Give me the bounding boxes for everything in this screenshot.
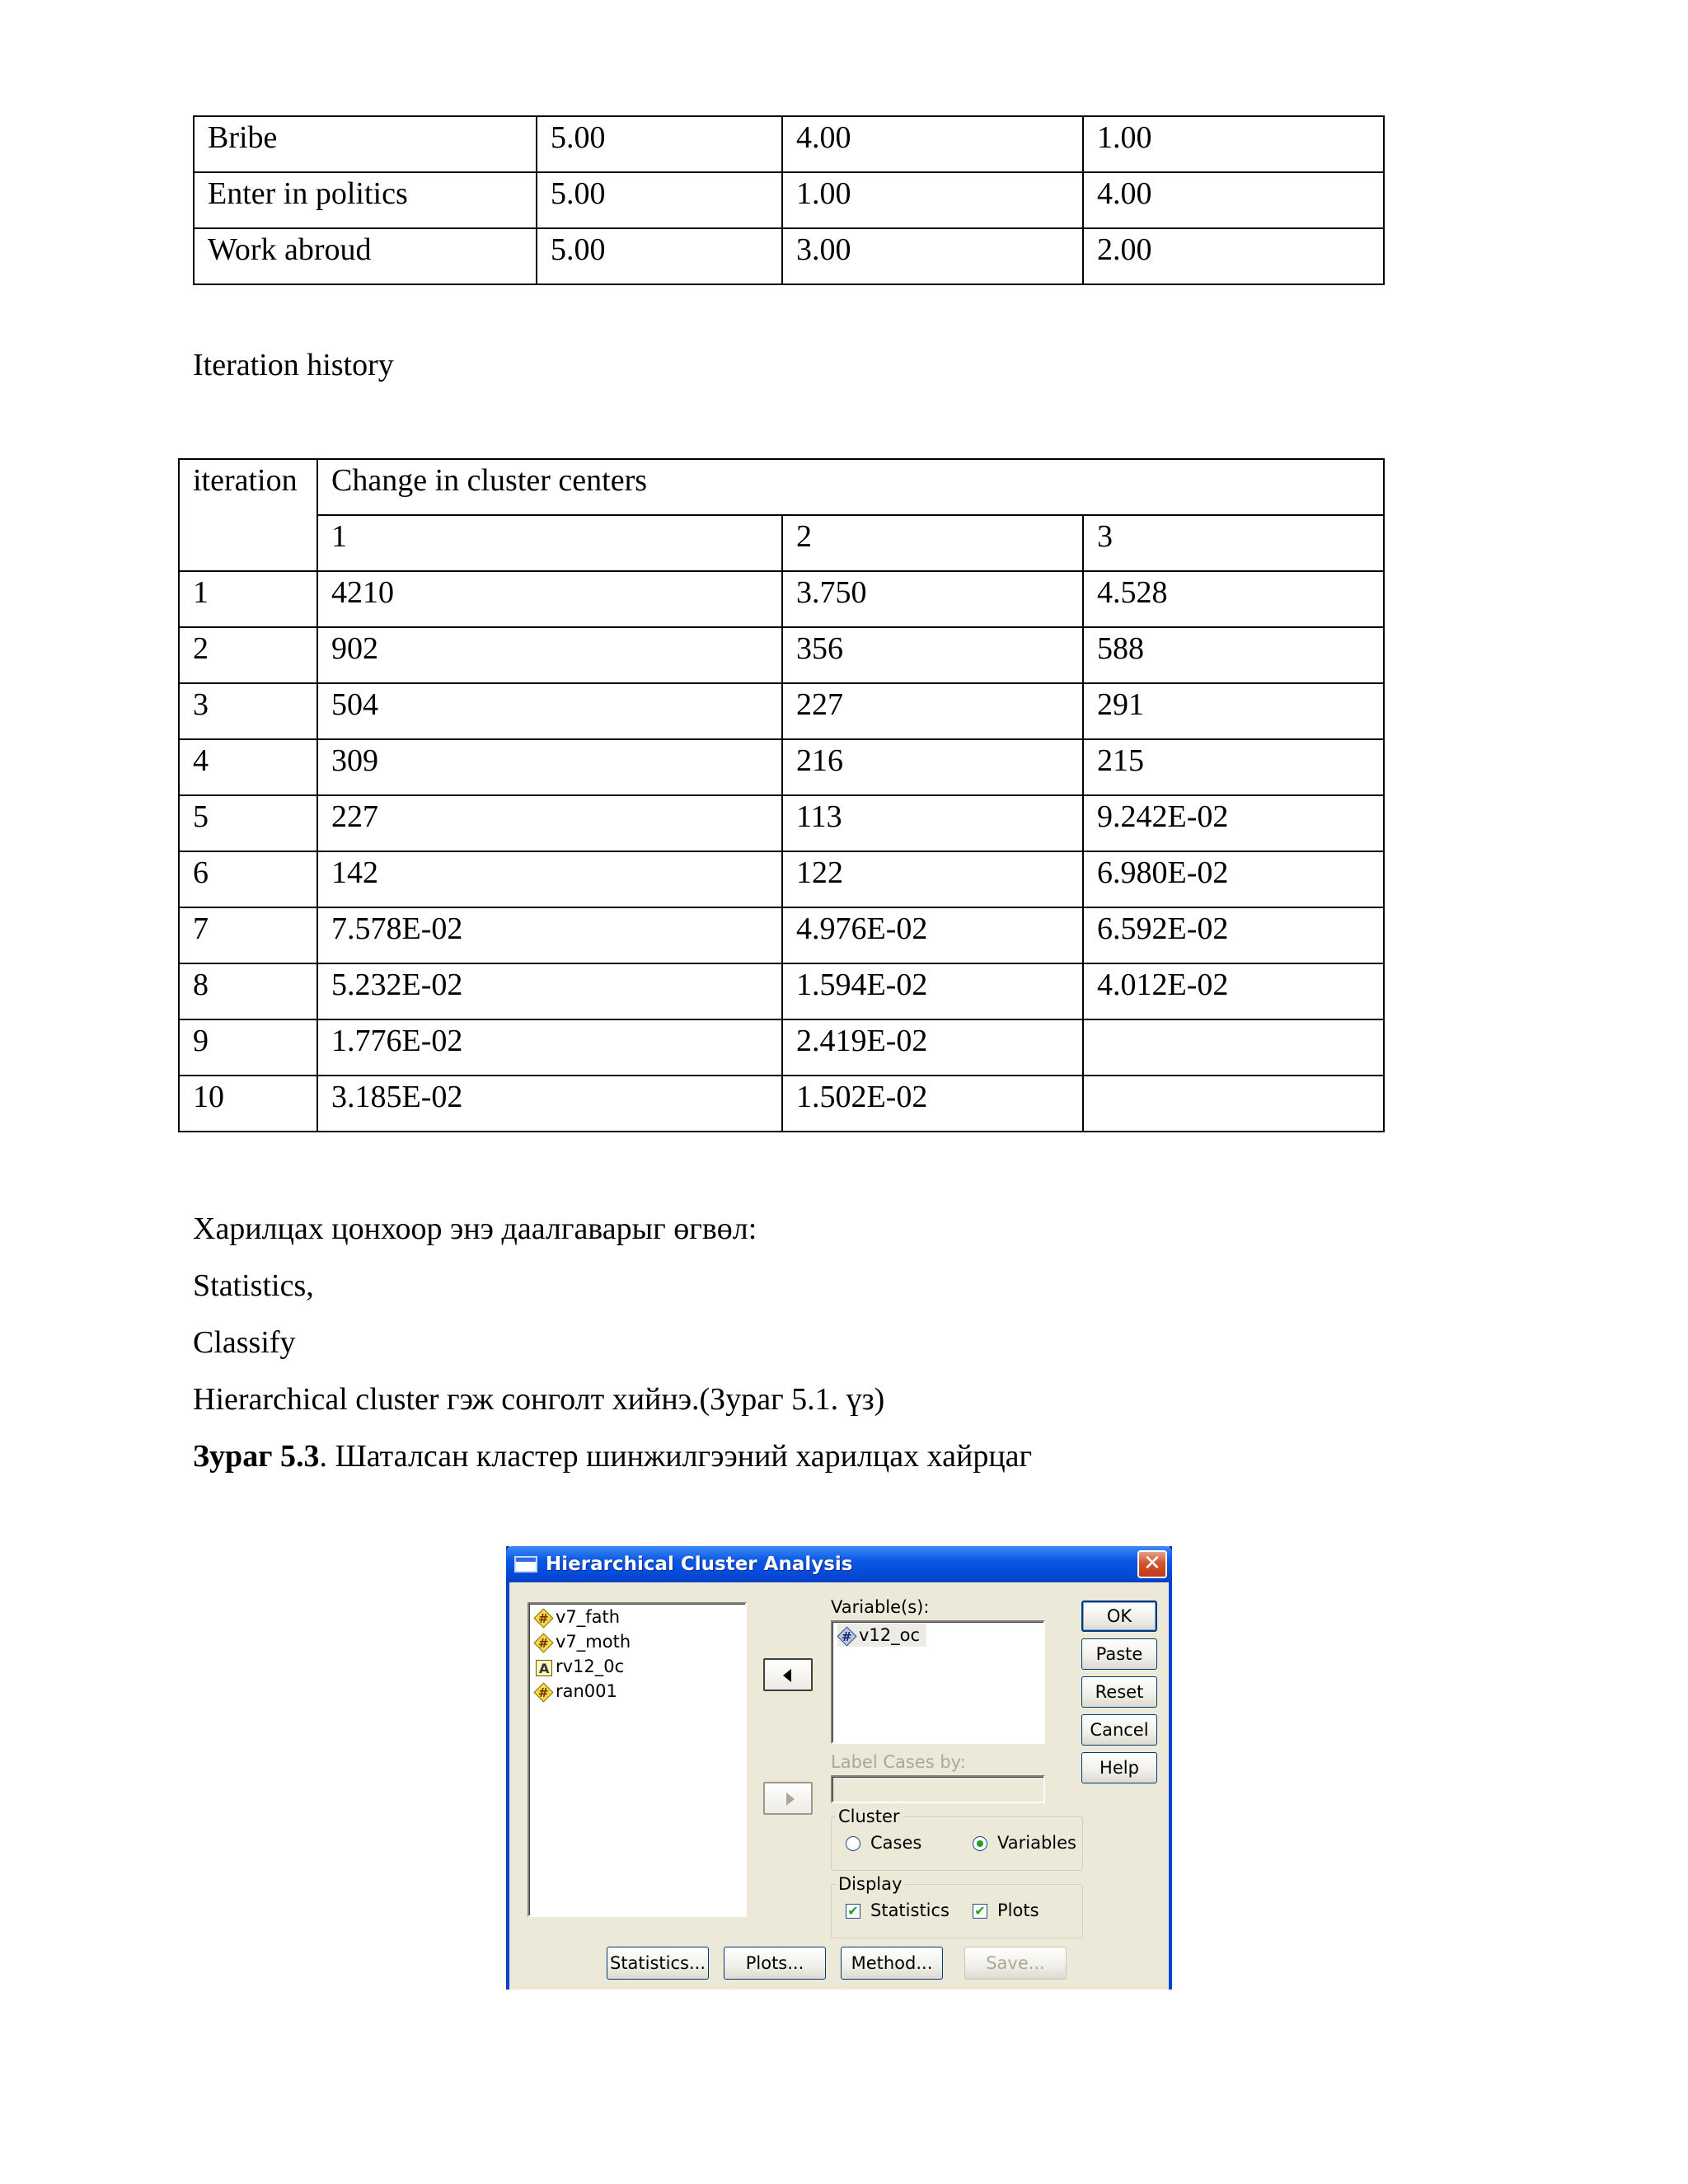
figure-caption [193, 1441, 1032, 1472]
table-row [194, 116, 1384, 172]
table-row [194, 228, 1384, 284]
table-cell: 5.00 [551, 120, 606, 155]
statistics-checkbox[interactable] [846, 1904, 860, 1919]
list-item[interactable] [534, 1605, 620, 1629]
table-row [179, 1076, 1384, 1132]
paragraph-hierarchical: Hierarchical cluster гэж сонголт хийнэ.(Зураг 5.1. үз) [193, 1382, 885, 1417]
variables-target-list[interactable] [831, 1620, 1045, 1744]
table-cell: 356 [796, 631, 843, 666]
header-iteration: iteration [193, 463, 298, 498]
table-cell: 10 [193, 1080, 224, 1114]
source-variable-list[interactable] [528, 1602, 747, 1917]
table-row [179, 739, 1384, 795]
table-cell: Work abroud [208, 232, 372, 267]
table-row [179, 571, 1384, 627]
table-subheader-row [179, 515, 1384, 571]
table-cell: 3.750 [796, 575, 867, 610]
numeric-variable-icon [837, 1627, 856, 1645]
iteration-history-table [178, 458, 1385, 1132]
string-variable-icon [534, 1658, 552, 1676]
table-row [194, 172, 1384, 228]
numeric-variable-icon [534, 1609, 552, 1627]
dialog-titlebar[interactable] [506, 1546, 1172, 1582]
list-item[interactable] [534, 1655, 624, 1678]
header-change-in-cluster-centers: Change in cluster centers [331, 463, 648, 498]
dialog-title: Hierarchical Cluster Analysis [546, 1554, 853, 1575]
table-cell: 9.242E-02 [1097, 799, 1229, 834]
table-cell: 6.980E-02 [1097, 855, 1229, 890]
move-to-variables-button[interactable] [763, 1658, 813, 1691]
statistics-button[interactable]: Statistics... [607, 1947, 709, 1980]
cancel-button[interactable]: Cancel [1081, 1714, 1157, 1746]
table-cell: 4.00 [1097, 176, 1152, 211]
table-row [179, 851, 1384, 907]
close-button[interactable] [1137, 1550, 1167, 1578]
table-header-row [179, 459, 1384, 515]
cluster-cases-radio[interactable] [846, 1836, 860, 1851]
table-cell [1097, 1020, 1383, 1025]
list-item[interactable] [534, 1680, 617, 1703]
table-cell: 216 [796, 743, 843, 778]
plots-checkbox[interactable] [973, 1904, 987, 1919]
table-cell: 1.00 [1097, 120, 1152, 155]
subheader-cluster-2: 2 [796, 519, 812, 554]
variable-name: ran001 [556, 1681, 617, 1701]
table-cell: 4.012E-02 [1097, 968, 1229, 1002]
window-icon [514, 1556, 537, 1572]
label-cases-by-field[interactable] [831, 1775, 1045, 1803]
table-cell: 142 [331, 855, 378, 890]
list-item[interactable] [534, 1630, 631, 1653]
table-cell [1097, 1076, 1383, 1081]
help-button[interactable]: Help [1081, 1752, 1157, 1783]
reset-button[interactable]: Reset [1081, 1676, 1157, 1708]
table-cell: 6 [193, 855, 209, 890]
table-row [179, 1019, 1384, 1076]
table-cell: 1.594E-02 [796, 968, 928, 1002]
table-cell: Enter in politics [208, 176, 408, 211]
table-cell: 5.232E-02 [331, 968, 463, 1002]
cluster-variables-radio[interactable] [973, 1836, 987, 1851]
arrow-left-icon [783, 1669, 791, 1682]
table-cell: 588 [1097, 631, 1144, 666]
table-cell: 2.419E-02 [796, 1024, 928, 1058]
table-cell: 9 [193, 1024, 209, 1058]
statistics-check-label: Statistics [870, 1900, 950, 1920]
table-cell: 8 [193, 968, 209, 1002]
table-cell: 122 [796, 855, 843, 890]
table-cell: 4 [193, 743, 209, 778]
table-row [179, 683, 1384, 739]
figure-caption-text: . Шаталсан кластер шинжилгээний харилцах хайрцаг [319, 1439, 1033, 1474]
table-cell: 4.00 [796, 120, 851, 155]
subheader-cluster-1: 1 [331, 519, 347, 554]
paragraph-statistics: Statistics, [193, 1268, 314, 1303]
table-cell: 4.976E-02 [796, 912, 928, 946]
figure-caption-number: Зураг 5.3 [193, 1439, 320, 1474]
cluster-variables-label: Variables [997, 1833, 1076, 1853]
table-cell: 113 [796, 799, 842, 834]
plots-button[interactable]: Plots... [724, 1947, 826, 1980]
table-cell: 4.528 [1097, 575, 1168, 610]
variable-name: v7_moth [556, 1632, 631, 1652]
ok-button[interactable]: OK [1081, 1601, 1157, 1632]
table-cell: 2.00 [1097, 232, 1152, 267]
table-cell: 309 [331, 743, 378, 778]
table-cell: 227 [796, 687, 843, 722]
paragraph-intro: Харилцах цонхоор энэ даалгаварыг өгвөл: [193, 1212, 757, 1246]
table-cell: 3.185E-02 [331, 1080, 463, 1114]
table-cell: 7.578E-02 [331, 912, 463, 946]
table-cell: 1 [193, 575, 209, 610]
table-cell: Bribe [208, 120, 278, 155]
table-row [179, 963, 1384, 1019]
cluster-cases-label: Cases [870, 1833, 922, 1853]
table-cell: 1.00 [796, 176, 851, 211]
paste-button[interactable]: Paste [1081, 1638, 1157, 1670]
move-to-label-cases-button[interactable] [763, 1782, 813, 1815]
display-group-label: Display [836, 1874, 904, 1894]
numeric-variable-icon [534, 1683, 552, 1701]
table-cell: 3 [193, 687, 209, 722]
table-cell: 227 [331, 799, 378, 834]
cluster-group-label: Cluster [836, 1807, 903, 1826]
label-cases-by-label: Label Cases by: [831, 1752, 966, 1772]
variable-name: v12_oc [859, 1625, 921, 1645]
table-cell: 1.502E-02 [796, 1080, 928, 1114]
table-cell: 3.00 [796, 232, 851, 267]
hierarchical-cluster-dialog [506, 1546, 1172, 1990]
plots-check-label: Plots [997, 1900, 1039, 1920]
iteration-history-heading: Iteration history [193, 348, 394, 382]
table-cell: 7 [193, 912, 209, 946]
table-cell: 2 [193, 631, 209, 666]
variable-name: v7_fath [556, 1607, 621, 1627]
table-cell: 291 [1097, 687, 1144, 722]
table-cell: 215 [1097, 743, 1144, 778]
table-cell: 504 [331, 687, 378, 722]
values-table [193, 115, 1385, 285]
table-cell: 902 [331, 631, 378, 666]
table-cell: 1.776E-02 [331, 1024, 463, 1058]
table-cell: 6.592E-02 [1097, 912, 1229, 946]
table-row [179, 795, 1384, 851]
checkmark-icon: ✔ [847, 1903, 859, 1919]
table-cell: 5.00 [551, 232, 606, 267]
paragraph-classify: Classify [193, 1325, 296, 1360]
table-cell: 5 [193, 799, 209, 834]
table-cell: 5.00 [551, 176, 606, 211]
numeric-variable-icon [534, 1633, 552, 1652]
checkmark-icon: ✔ [974, 1903, 986, 1919]
method-button[interactable]: Method... [841, 1947, 943, 1980]
arrow-right-icon [786, 1793, 795, 1806]
table-row [179, 907, 1384, 963]
table-cell: 4210 [331, 575, 394, 610]
close-icon: ✕ [1143, 1551, 1161, 1576]
table-row [179, 627, 1384, 683]
variable-name: rv12_0c [556, 1657, 625, 1676]
save-button[interactable]: Save... [964, 1947, 1067, 1980]
list-item[interactable] [837, 1624, 926, 1647]
variables-label: Variable(s): [831, 1597, 930, 1617]
subheader-cluster-3: 3 [1097, 519, 1113, 554]
